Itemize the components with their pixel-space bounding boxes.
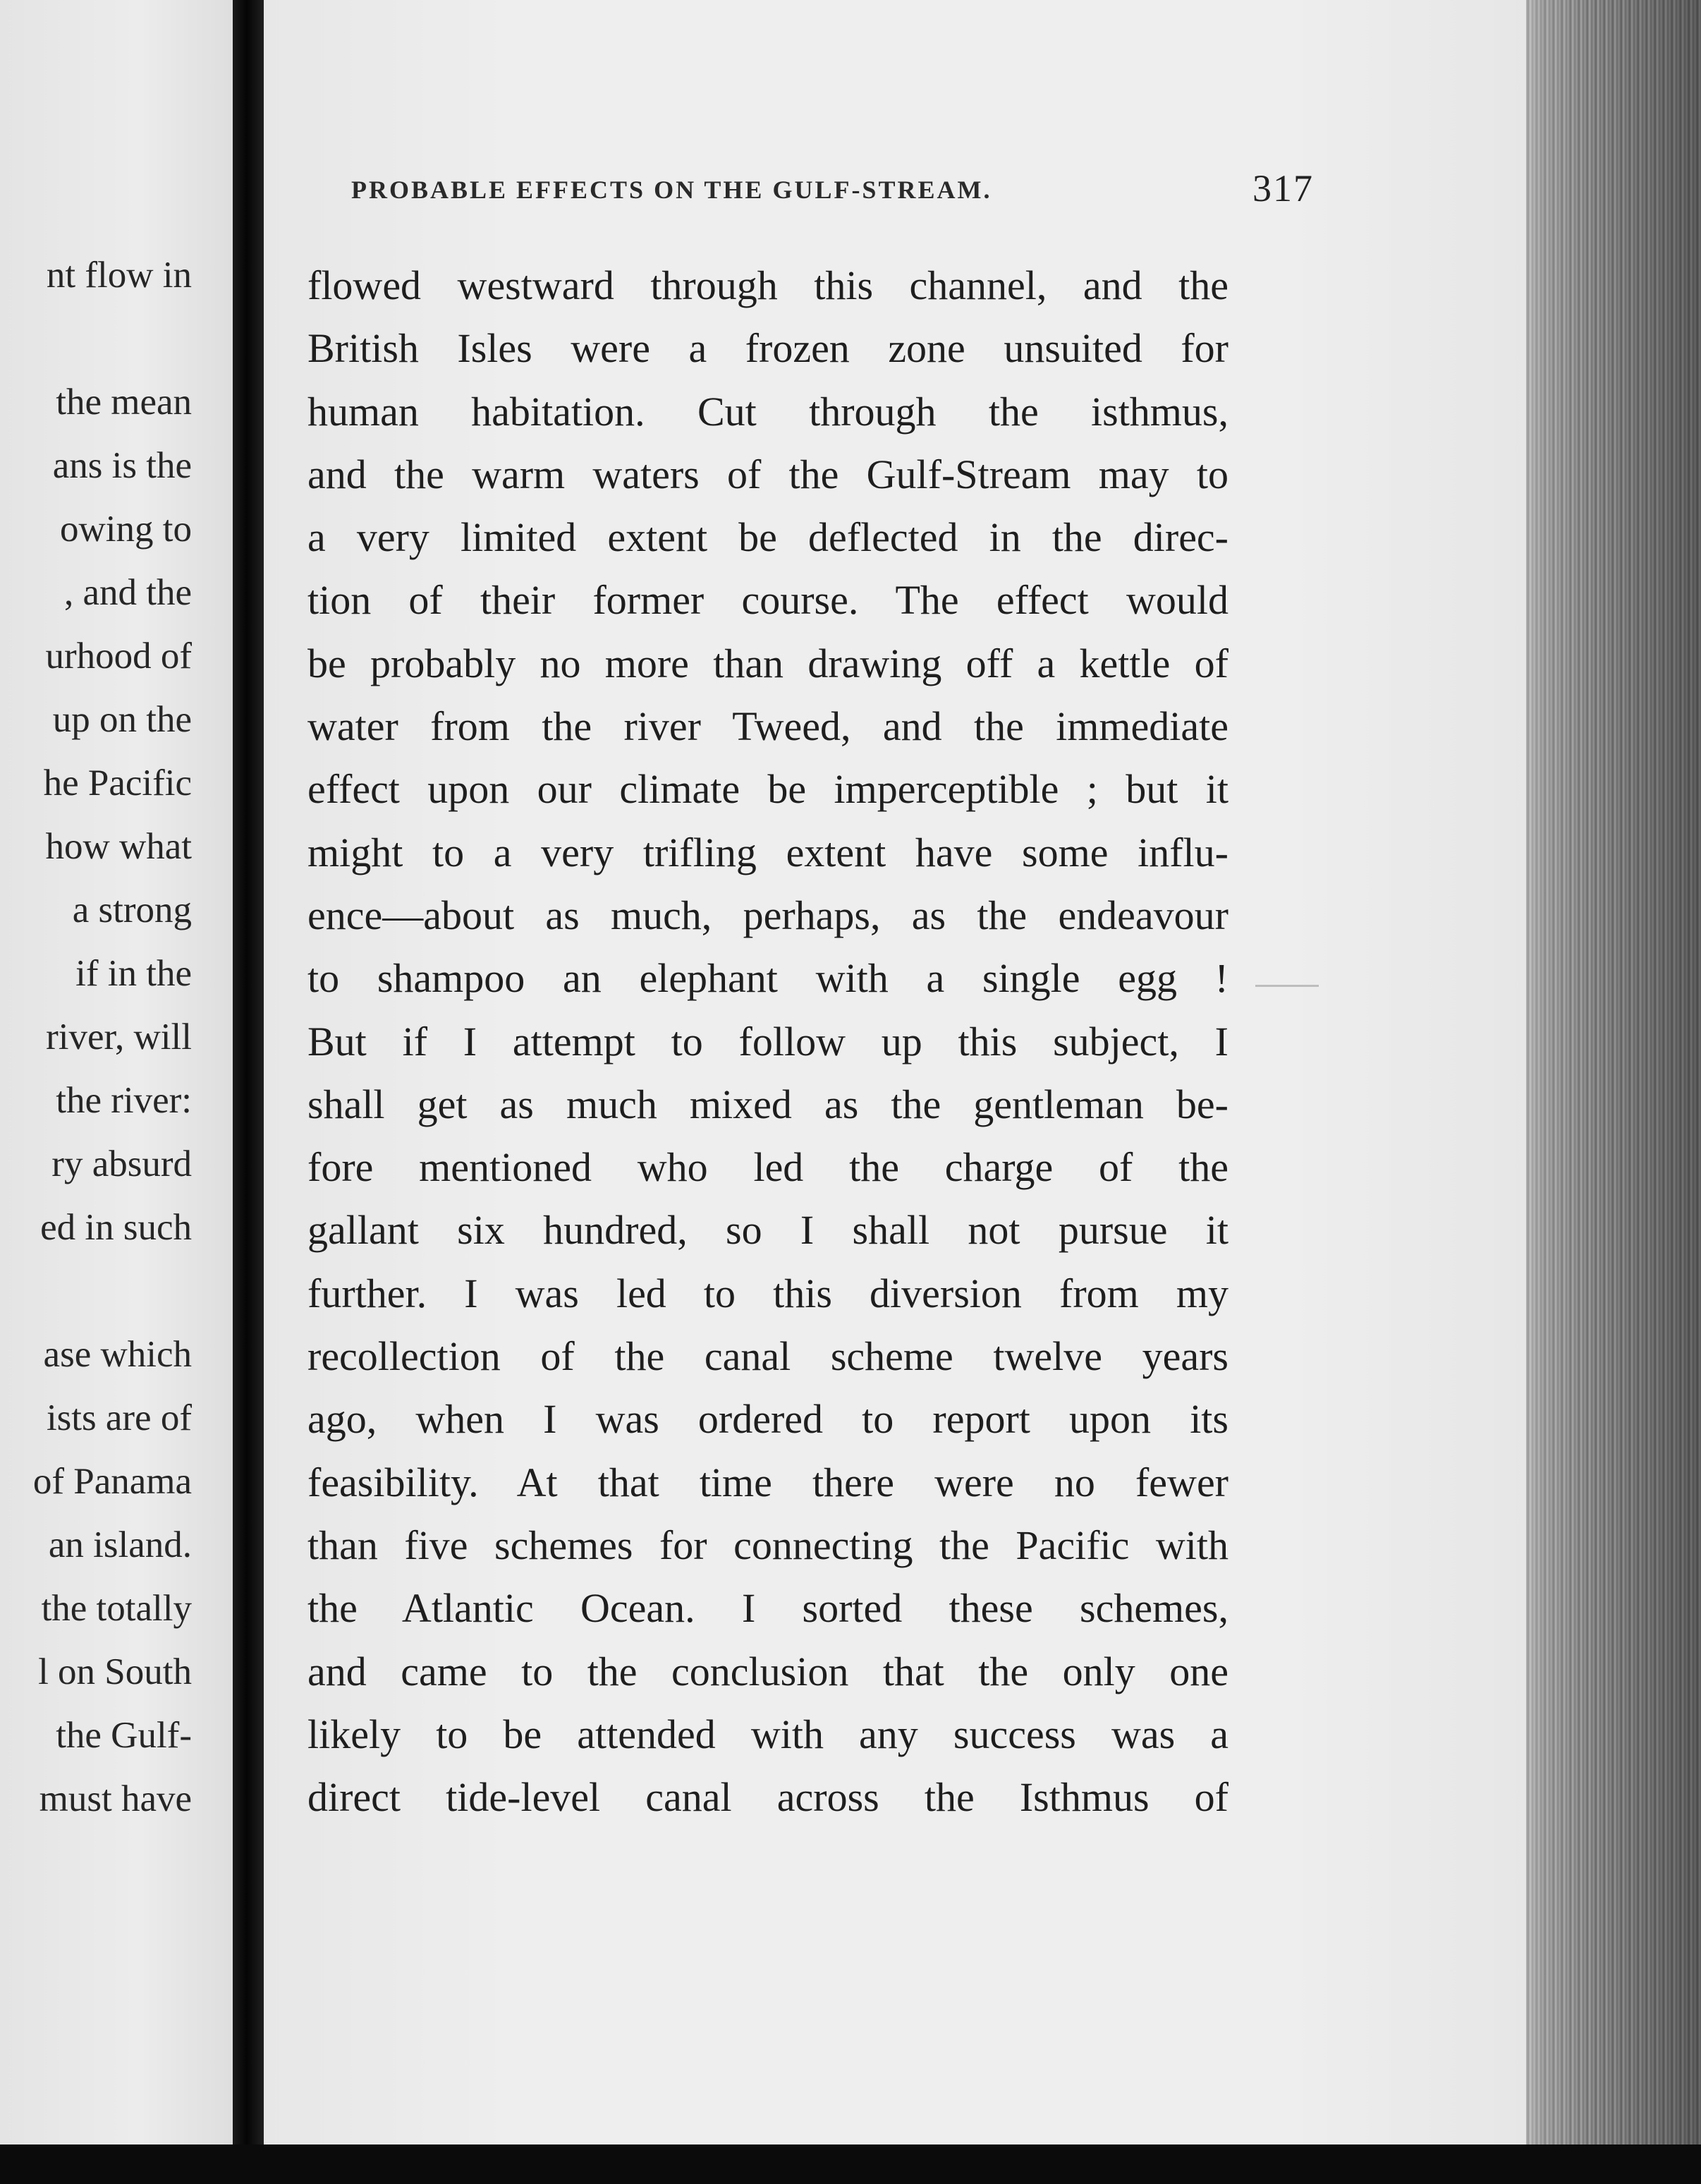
left-text-line: must have <box>39 1778 192 1819</box>
left-text-line: ry absurd <box>51 1143 192 1184</box>
left-text-line: nt flow in <box>46 255 192 296</box>
left-text-line: how what <box>45 826 192 867</box>
text-line: British Isles were a frozen zone unsuited for <box>307 325 1228 372</box>
text-line: effect upon our climate be imperceptible ; but it <box>307 766 1228 813</box>
left-text-line: ed in such <box>40 1207 192 1248</box>
running-head <box>351 166 1498 209</box>
text-line: than five schemes for connecting the Pacific with <box>307 1522 1228 1568</box>
left-text-line: ans is the <box>52 445 192 486</box>
text-line: likely to be attended with any success was a <box>307 1711 1228 1757</box>
text-line: a very limited extent be deflected in the direc- <box>307 514 1228 561</box>
left-text-line: urhood of <box>45 636 192 677</box>
left-text-line: l on South <box>38 1651 192 1692</box>
left-text-line: the totally <box>41 1588 192 1629</box>
left-text-line: owing to <box>60 509 192 550</box>
text-line: feasibility. At that time there were no fewer <box>307 1459 1228 1505</box>
left-text-line: he Pacific <box>43 763 192 803</box>
left-text-line: , and the <box>63 572 192 613</box>
text-line: But if I attempt to follow up this subject, I <box>307 1018 1228 1064</box>
page-edge-shading <box>1526 0 1701 2144</box>
text-line: recollection of the canal scheme twelve years <box>307 1333 1228 1380</box>
left-text-line: a strong <box>72 890 192 930</box>
text-line: to shampoo an elephant with a single egg ! <box>307 955 1228 1002</box>
text-line: ago, when I was ordered to report upon its <box>307 1396 1228 1443</box>
page-number: 317 <box>1252 167 1314 210</box>
text-line: the Atlantic Ocean. I sorted these schemes, <box>307 1585 1228 1632</box>
scan-artifact <box>1255 985 1319 987</box>
text-line: gallant six hundred, so I shall not pursue it <box>307 1207 1228 1254</box>
body-text <box>307 254 1228 1828</box>
left-page-text <box>0 0 192 2144</box>
text-line: further. I was led to this diversion from my <box>307 1270 1228 1316</box>
right-page <box>264 0 1537 2144</box>
left-text-line: river, will <box>46 1017 192 1057</box>
scan-border <box>0 2144 1701 2184</box>
running-title: PROBABLE EFFECTS ON THE GULF-STREAM. <box>351 176 992 204</box>
left-text-line: the Gulf- <box>56 1715 192 1756</box>
text-line: might to a very trifling extent have some influ- <box>307 829 1228 875</box>
text-line: fore mentioned who led the charge of the <box>307 1144 1228 1191</box>
text-line: human habitation. Cut through the isthmus, <box>307 388 1228 435</box>
text-line: be probably no more than drawing off a kettle of <box>307 640 1228 686</box>
text-line: and the warm waters of the Gulf-Stream may to <box>307 451 1228 497</box>
left-text-line: an island. <box>48 1524 192 1565</box>
left-text-line: the mean <box>56 382 192 423</box>
left-text-line: if in the <box>75 953 192 994</box>
text-line: ence—about as much, perhaps, as the endeavour <box>307 892 1228 938</box>
left-text-line: the river: <box>56 1080 192 1121</box>
left-text-line: ase which <box>43 1334 192 1375</box>
text-line: tion of their former course. The effect would <box>307 577 1228 624</box>
text-line: water from the river Tweed, and the immediate <box>307 703 1228 750</box>
book-gutter <box>233 0 264 2184</box>
left-text-line: of Panama <box>32 1461 192 1502</box>
text-line: direct tide-level canal across the Isthmus of <box>307 1774 1228 1821</box>
left-text-line: up on the <box>52 699 192 740</box>
left-facing-page <box>0 0 233 2144</box>
text-line: and came to the conclusion that the only one <box>307 1648 1228 1694</box>
left-text-line: ists are of <box>46 1397 192 1438</box>
text-line: flowed westward through this channel, and the <box>307 262 1228 308</box>
text-line: shall get as much mixed as the gentleman be- <box>307 1081 1228 1127</box>
